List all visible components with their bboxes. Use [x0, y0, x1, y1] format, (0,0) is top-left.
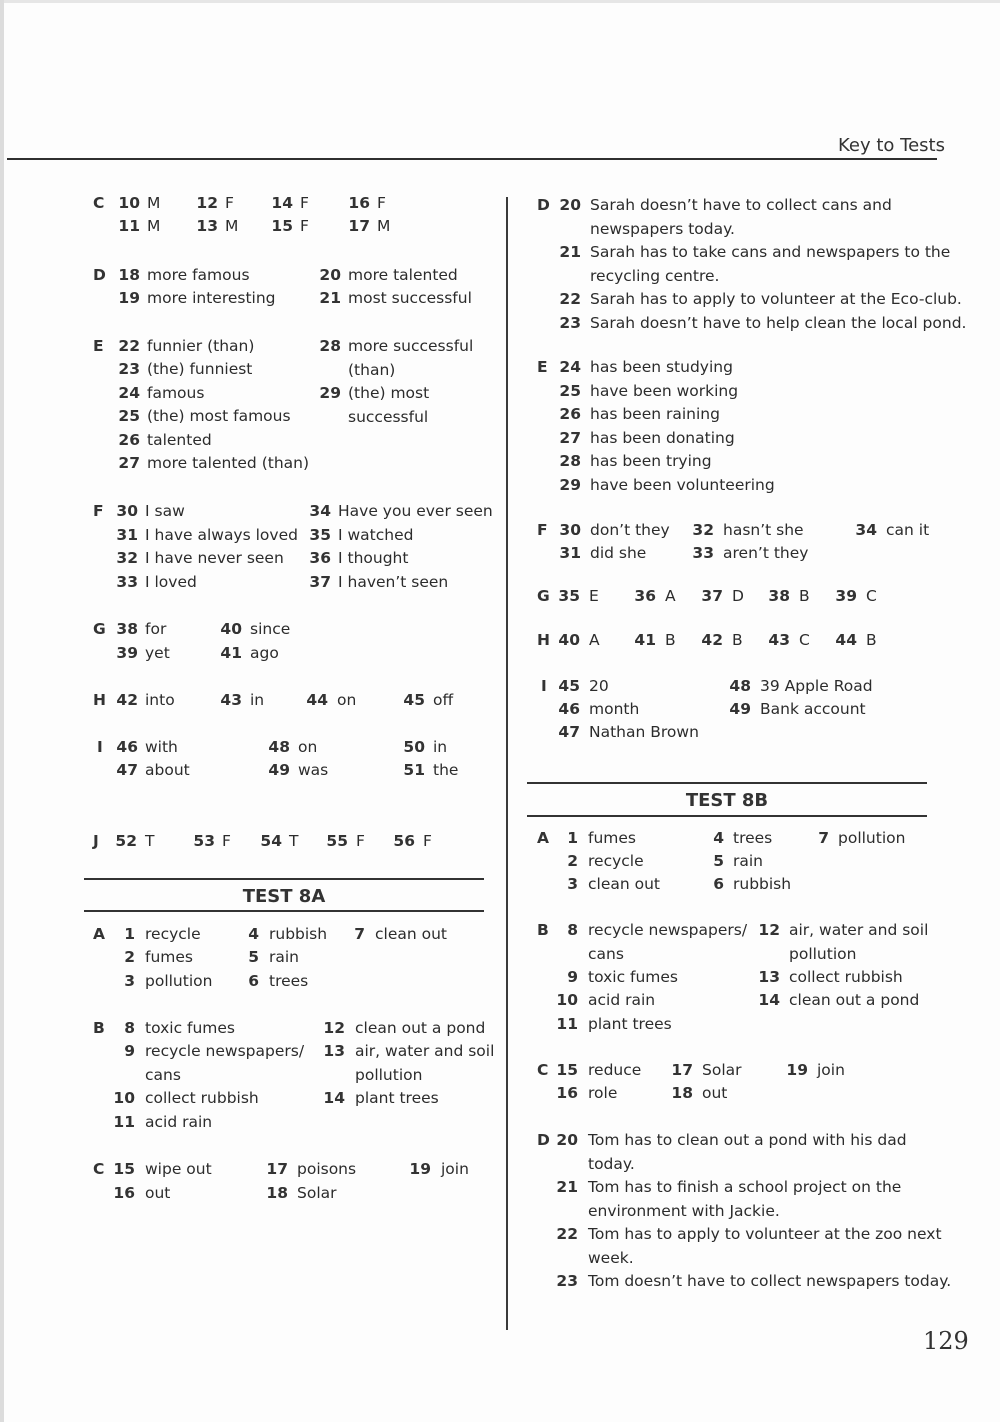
section-e-label: E	[93, 337, 104, 355]
test-8b-section-d-label: D	[537, 1131, 550, 1149]
left-e-item-number: 26	[118, 431, 140, 449]
left-c-item-answer: F	[377, 194, 386, 212]
left-e-item-answer: talented	[147, 431, 212, 449]
left-d-item-number: 18	[118, 266, 140, 284]
right-h-item-number: 41	[634, 631, 656, 649]
left-i-item-number: 48	[268, 738, 290, 756]
test-8a-a-item-answer: pollution	[145, 972, 213, 990]
test-8b-a-item-answer: pollution	[838, 829, 906, 847]
test-8b-a-item-number: 2	[567, 852, 578, 870]
right-h-item-answer: A	[589, 631, 600, 649]
section-h-label: H	[93, 691, 106, 709]
test-8a-top-rule	[84, 878, 484, 880]
right-g-item-answer: A	[665, 587, 676, 605]
left-g-item-number: 40	[220, 620, 242, 638]
page-number: 129	[923, 1327, 969, 1355]
right-f-item-number: 31	[559, 544, 581, 562]
test-8a-a-item-answer: fumes	[145, 948, 193, 966]
left-c-item-number: 13	[196, 217, 218, 235]
right-h-item-number: 43	[768, 631, 790, 649]
left-d-item-answer: more famous	[147, 266, 250, 284]
test-8a-c-item-number: 19	[409, 1160, 431, 1178]
test-8b-d-item-answer-cont: week.	[588, 1248, 634, 1267]
test-8a-b-item-number: 14	[323, 1089, 345, 1107]
right-e-item-answer: have been volunteering	[590, 476, 775, 494]
test-8b-b-item-answer: acid rain	[588, 991, 656, 1009]
right-f-item-number: 32	[692, 521, 714, 539]
test-8b-d-item-answer: Tom has to clean out a pond with his dad	[588, 1131, 907, 1149]
right-i-item-number: 45	[558, 677, 580, 695]
left-f-item-answer: I have always loved	[145, 526, 298, 544]
test-8b-a-item-number: 5	[713, 852, 724, 870]
test-8b-a-item-number: 4	[713, 829, 724, 847]
right-section-d-label: D	[537, 196, 550, 214]
left-c-item-number: 16	[348, 194, 370, 212]
left-j-item-number: 53	[193, 832, 215, 850]
left-j-item-number: 54	[260, 832, 282, 850]
right-section-f-label: F	[537, 521, 548, 539]
test-8b-d-item-answer: Tom has to apply to volunteer at the zoo next	[588, 1225, 942, 1243]
left-c-item-answer: M	[225, 217, 239, 235]
left-e-item-number: 27	[118, 454, 140, 472]
left-e-item-number: 25	[118, 407, 140, 425]
left-i-item-number: 51	[403, 761, 425, 779]
left-e-item-answer: more successful	[348, 337, 474, 355]
test-8a-b-item-answer: clean out a pond	[355, 1019, 486, 1037]
left-j-item-answer: T	[145, 832, 155, 850]
test-8b-b-item-answer: recycle newspapers/	[588, 921, 748, 939]
test-8a-b-item-answer: acid rain	[145, 1113, 213, 1131]
test-8b-a-item-answer: fumes	[588, 829, 636, 847]
test-8a-a-item-answer: trees	[269, 972, 309, 990]
section-f-label: F	[93, 502, 104, 520]
left-h-item-answer: into	[145, 691, 175, 709]
right-d-item-number: 21	[559, 243, 581, 261]
left-g-item-answer: ago	[250, 644, 279, 662]
test-8b-b-item-answer-cont: cans	[588, 944, 624, 963]
left-i-item-answer: was	[298, 761, 329, 779]
left-j-item-answer: F	[356, 832, 365, 850]
test-8b-b-item-answer: plant trees	[588, 1015, 672, 1033]
right-section-g-label: G	[537, 587, 550, 605]
left-e-item-answer: famous	[147, 384, 205, 402]
left-e-item-answer: (the) most	[348, 384, 430, 402]
left-i-item-answer: with	[145, 738, 178, 756]
right-i-item-answer: Nathan Brown	[589, 723, 699, 741]
test-8b-b-item-number: 13	[758, 968, 780, 986]
test-8b-d-item-number: 22	[556, 1225, 578, 1243]
test-8a-bottom-rule	[84, 910, 484, 912]
left-j-item-number: 55	[326, 832, 348, 850]
right-f-item-answer: can it	[886, 521, 930, 539]
test-8b-bottom-rule	[527, 815, 927, 817]
right-i-item-number: 49	[729, 700, 751, 718]
left-c-item-number: 10	[118, 194, 140, 212]
test-8b-d-item-number: 20	[556, 1131, 578, 1149]
right-f-item-number: 30	[559, 521, 581, 539]
right-f-item-answer: hasn’t she	[723, 521, 804, 539]
test-8a-title: TEST 8A	[242, 886, 326, 907]
right-h-item-number: 44	[835, 631, 857, 649]
test-8a-a-item-number: 3	[124, 972, 135, 990]
test-8a-b-item-answer: plant trees	[355, 1089, 439, 1107]
test-8b-c-item-number: 18	[671, 1084, 693, 1102]
right-section-h-label: H	[537, 631, 550, 649]
right-e-item-number: 25	[559, 381, 581, 400]
right-e-item-number: 27	[559, 428, 581, 447]
test-8b-b-item-number: 10	[556, 991, 578, 1009]
test-8b-c-item-number: 17	[671, 1061, 693, 1079]
test-8a-section-a-label: A	[93, 925, 105, 943]
test-8b-b-item-answer: collect rubbish	[789, 968, 903, 986]
right-d-item-number: 23	[559, 314, 581, 332]
right-g-item-answer: C	[866, 587, 877, 605]
scan-top-edge	[0, 0, 1000, 3]
test-8b-a-item-answer: recycle	[588, 852, 644, 870]
test-8b-b-item-number: 8	[567, 921, 578, 939]
test-8b-b-item-number: 9	[567, 968, 578, 986]
left-c-item-answer: M	[147, 217, 161, 235]
right-f-item-answer: don’t they	[590, 521, 670, 539]
test-8b-d-item-answer: Tom has to finish a school project on the	[588, 1178, 902, 1196]
right-g-item-number: 36	[634, 587, 656, 605]
test-8a-a-item-number: 5	[248, 948, 259, 966]
right-g-item-number: 38	[768, 587, 790, 605]
right-g-item-answer: B	[799, 587, 810, 605]
left-h-item-number: 45	[403, 691, 425, 709]
left-i-item-number: 50	[403, 738, 425, 756]
left-d-item-number: 21	[319, 289, 341, 307]
test-8b-a-item-answer: clean out	[588, 875, 660, 893]
test-8b-a-item-number: 3	[567, 875, 578, 893]
right-i-item-answer: 39 Apple Road	[760, 677, 873, 695]
test-8b-c-item-number: 15	[556, 1061, 578, 1079]
left-e-item-answer: more talented (than)	[147, 454, 310, 472]
section-g-label: G	[93, 620, 106, 638]
left-h-item-answer: on	[337, 691, 357, 709]
left-c-item-number: 15	[271, 217, 293, 235]
left-f-item-number: 37	[309, 573, 331, 591]
right-g-item-number: 39	[835, 587, 857, 605]
left-c-item-answer: M	[377, 217, 391, 235]
test-8a-c-item-answer: wipe out	[145, 1160, 212, 1178]
right-d-item-answer-cont: recycling centre.	[590, 266, 720, 285]
test-8b-a-item-answer: rubbish	[733, 875, 792, 893]
left-g-item-number: 41	[220, 644, 242, 662]
test-8a-a-item-answer: recycle	[145, 925, 201, 943]
section-j-label: J	[93, 832, 99, 850]
section-c-label: C	[93, 194, 105, 212]
left-f-item-number: 35	[309, 526, 331, 544]
test-8b-c-item-answer: reduce	[588, 1061, 642, 1079]
left-f-item-number: 36	[309, 549, 331, 567]
left-e-item-answer-cont: successful	[348, 407, 429, 426]
left-h-item-number: 44	[306, 691, 328, 709]
right-g-item-number: 37	[701, 587, 723, 605]
test-8b-section-b-label: B	[537, 921, 549, 939]
left-h-item-answer: in	[250, 691, 265, 709]
test-8b-a-item-number: 7	[818, 829, 829, 847]
right-d-item-answer-cont: newspapers today.	[590, 219, 735, 238]
left-h-item-number: 43	[220, 691, 242, 709]
right-i-item-answer: month	[589, 700, 640, 718]
test-8b-c-item-answer: Solar	[702, 1061, 742, 1079]
left-i-item-answer: on	[298, 738, 318, 756]
right-g-item-answer: D	[732, 587, 744, 605]
left-g-item-answer: for	[145, 620, 167, 638]
left-d-item-number: 20	[319, 266, 341, 284]
section-i-label: I	[97, 738, 103, 756]
left-h-item-answer: off	[433, 691, 454, 709]
left-d-item-number: 19	[118, 289, 140, 307]
right-i-item-answer: Bank account	[760, 700, 866, 718]
test-8a-section-c-label: C	[93, 1160, 105, 1178]
left-f-item-answer: I haven’t seen	[338, 573, 449, 591]
test-8b-d-item-answer-cont: environment with Jackie.	[588, 1201, 780, 1220]
left-f-item-number: 34	[309, 502, 331, 520]
test-8a-b-item-number: 13	[323, 1042, 345, 1060]
header-rule	[7, 158, 937, 160]
test-8b-c-item-number: 19	[786, 1061, 808, 1079]
test-8b-a-item-answer: rain	[733, 852, 764, 870]
left-c-item-answer: F	[300, 217, 309, 235]
section-d-label: D	[93, 266, 106, 284]
left-i-item-number: 47	[116, 761, 138, 779]
test-8b-d-item-number: 21	[556, 1178, 578, 1196]
test-8a-b-item-answer: toxic fumes	[145, 1019, 236, 1037]
test-8b-b-item-number: 11	[556, 1015, 578, 1033]
left-e-item-answer: funnier (than)	[147, 337, 255, 355]
test-8a-b-item-answer: collect rubbish	[145, 1089, 259, 1107]
test-8a-a-item-answer: rubbish	[269, 925, 328, 943]
left-j-item-answer: T	[289, 832, 299, 850]
left-c-item-answer: M	[147, 194, 161, 212]
right-e-item-answer: have been working	[590, 381, 739, 400]
test-8a-b-item-number: 12	[323, 1019, 345, 1037]
left-i-item-number: 46	[116, 738, 138, 756]
test-8b-d-item-answer: Tom doesn’t have to collect newspapers today.	[588, 1272, 952, 1290]
test-8a-c-item-answer: join	[441, 1160, 469, 1178]
left-j-item-answer: F	[222, 832, 231, 850]
right-h-item-answer: C	[799, 631, 810, 649]
right-f-item-answer: did she	[590, 544, 647, 562]
left-g-item-answer: yet	[145, 644, 170, 662]
right-d-item-number: 22	[559, 290, 581, 308]
test-8b-section-c-label: C	[537, 1061, 549, 1079]
test-8a-b-item-answer-cont: pollution	[355, 1065, 423, 1084]
right-d-item-answer: Sarah has to take cans and newspapers to the	[590, 243, 951, 261]
right-d-item-answer: Sarah doesn’t have to help clean the local pond.	[590, 314, 967, 332]
test-8a-a-item-number: 4	[248, 925, 259, 943]
test-8a-b-item-number: 8	[124, 1019, 135, 1037]
test-8a-b-item-number: 9	[124, 1042, 135, 1060]
left-c-item-number: 14	[271, 194, 293, 212]
test-8b-c-item-answer: out	[702, 1084, 728, 1102]
left-d-item-answer: more talented	[348, 266, 458, 284]
test-8a-a-item-answer: rain	[269, 948, 300, 966]
right-d-item-answer: Sarah has to apply to volunteer at the Eco-club.	[590, 290, 962, 308]
right-e-item-answer: has been raining	[590, 405, 720, 424]
right-i-item-number: 48	[729, 677, 751, 695]
test-8a-c-item-number: 18	[266, 1184, 288, 1202]
right-h-item-answer: B	[732, 631, 743, 649]
right-e-item-answer: has been donating	[590, 428, 735, 447]
left-c-item-answer: F	[300, 194, 309, 212]
test-8a-c-item-number: 17	[266, 1160, 288, 1178]
left-f-item-number: 32	[116, 549, 138, 567]
right-d-item-answer: Sarah doesn’t have to collect cans and	[590, 196, 892, 214]
test-8a-a-item-number: 6	[248, 972, 259, 990]
left-e-item-number: 28	[319, 337, 341, 355]
right-g-item-answer: E	[589, 587, 599, 605]
test-8b-title: TEST 8B	[685, 790, 769, 811]
left-e-item-number: 22	[118, 337, 140, 355]
test-8a-b-item-number: 10	[113, 1089, 135, 1107]
test-8a-b-item-answer: recycle newspapers/	[145, 1042, 305, 1060]
right-e-item-answer: has been studying	[590, 358, 733, 376]
test-8b-d-item-answer-cont: today.	[588, 1154, 635, 1173]
left-e-item-number: 23	[118, 360, 140, 378]
test-8a-a-item-number: 7	[354, 925, 365, 943]
test-8a-b-item-answer: air, water and soil	[355, 1042, 495, 1060]
test-8b-b-item-answer: air, water and soil	[789, 921, 929, 939]
right-f-item-number: 34	[855, 521, 877, 539]
left-f-item-answer: I watched	[338, 526, 414, 544]
left-f-item-answer: I thought	[338, 549, 409, 567]
test-8a-a-item-number: 2	[124, 948, 135, 966]
left-g-item-number: 38	[116, 620, 138, 638]
left-e-item-number: 24	[118, 384, 140, 402]
right-h-item-answer: B	[866, 631, 877, 649]
test-8b-b-item-answer-cont: pollution	[789, 944, 857, 963]
left-e-item-answer: (the) funniest	[147, 360, 253, 378]
test-8b-b-item-answer: toxic fumes	[588, 968, 679, 986]
right-h-item-answer: B	[665, 631, 676, 649]
test-8a-c-item-answer: Solar	[297, 1184, 337, 1202]
right-e-item-number: 24	[559, 358, 581, 376]
left-i-item-answer: in	[433, 738, 448, 756]
right-i-item-answer: 20	[589, 677, 609, 695]
test-8a-c-item-number: 15	[113, 1160, 135, 1178]
test-8b-section-a-label: A	[537, 829, 549, 847]
right-i-item-number: 46	[558, 700, 580, 718]
left-i-item-answer: the	[433, 761, 459, 779]
left-i-item-answer: about	[145, 761, 190, 779]
left-f-item-number: 30	[116, 502, 138, 520]
test-8b-a-item-answer: trees	[733, 829, 773, 847]
test-8a-b-item-number: 11	[113, 1113, 135, 1131]
right-e-item-number: 29	[559, 476, 581, 494]
left-c-item-number: 11	[118, 217, 140, 235]
page-header-title: Key to Tests	[838, 135, 945, 156]
test-8b-c-item-answer: role	[588, 1084, 618, 1102]
left-e-item-number: 29	[319, 384, 341, 402]
left-d-item-answer: more interesting	[147, 289, 276, 307]
left-e-item-answer-cont: (than)	[348, 360, 396, 379]
left-j-item-number: 52	[115, 832, 137, 850]
left-f-item-answer: I have never seen	[145, 549, 284, 567]
right-f-item-number: 33	[692, 544, 714, 562]
test-8b-a-item-number: 6	[713, 875, 724, 893]
left-c-item-number: 17	[348, 217, 370, 235]
test-8a-section-b-label: B	[93, 1019, 105, 1037]
left-f-item-answer: Have you ever seen	[338, 502, 493, 520]
left-f-item-answer: I saw	[145, 502, 185, 520]
left-d-item-answer: most successful	[348, 289, 472, 307]
test-8b-b-item-number: 14	[758, 991, 780, 1009]
test-8a-c-item-answer: out	[145, 1184, 171, 1202]
test-8a-b-item-answer-cont: cans	[145, 1065, 181, 1084]
right-section-i-label: I	[541, 677, 547, 695]
right-e-item-number: 26	[559, 405, 581, 424]
left-c-item-number: 12	[196, 194, 218, 212]
right-h-item-number: 42	[701, 631, 723, 649]
test-8a-c-item-number: 16	[113, 1184, 135, 1202]
left-g-item-answer: since	[250, 620, 291, 638]
left-e-item-answer: (the) most famous	[147, 407, 291, 425]
left-c-item-answer: F	[225, 194, 234, 212]
test-8b-c-item-number: 16	[556, 1084, 578, 1102]
right-section-e-label: E	[537, 358, 548, 376]
test-8b-b-item-number: 12	[758, 921, 780, 939]
right-g-item-number: 35	[558, 587, 580, 605]
test-8b-b-item-answer: clean out a pond	[789, 991, 920, 1009]
test-8b-top-rule	[527, 782, 927, 784]
right-i-item-number: 47	[558, 723, 580, 741]
right-e-item-number: 28	[559, 452, 581, 471]
right-e-item-answer: has been trying	[590, 452, 712, 471]
left-i-item-number: 49	[268, 761, 290, 779]
left-j-item-answer: F	[423, 832, 432, 850]
left-f-item-number: 31	[116, 526, 138, 544]
test-8a-a-item-number: 1	[124, 925, 135, 943]
test-8a-a-item-answer: clean out	[375, 925, 447, 943]
test-8b-d-item-number: 23	[556, 1272, 578, 1290]
right-h-item-number: 40	[558, 631, 580, 649]
right-d-item-number: 20	[559, 196, 581, 214]
test-8b-c-item-answer: join	[817, 1061, 845, 1079]
left-h-item-number: 42	[116, 691, 138, 709]
left-g-item-number: 39	[116, 644, 138, 662]
scan-left-edge	[0, 0, 4, 1422]
left-j-item-number: 56	[393, 832, 415, 850]
test-8a-c-item-answer: poisons	[297, 1160, 357, 1178]
right-f-item-answer: aren’t they	[723, 544, 809, 562]
left-f-item-answer: I loved	[145, 573, 197, 591]
test-8b-a-item-number: 1	[567, 829, 578, 847]
column-divider	[506, 197, 508, 1330]
left-f-item-number: 33	[116, 573, 138, 591]
